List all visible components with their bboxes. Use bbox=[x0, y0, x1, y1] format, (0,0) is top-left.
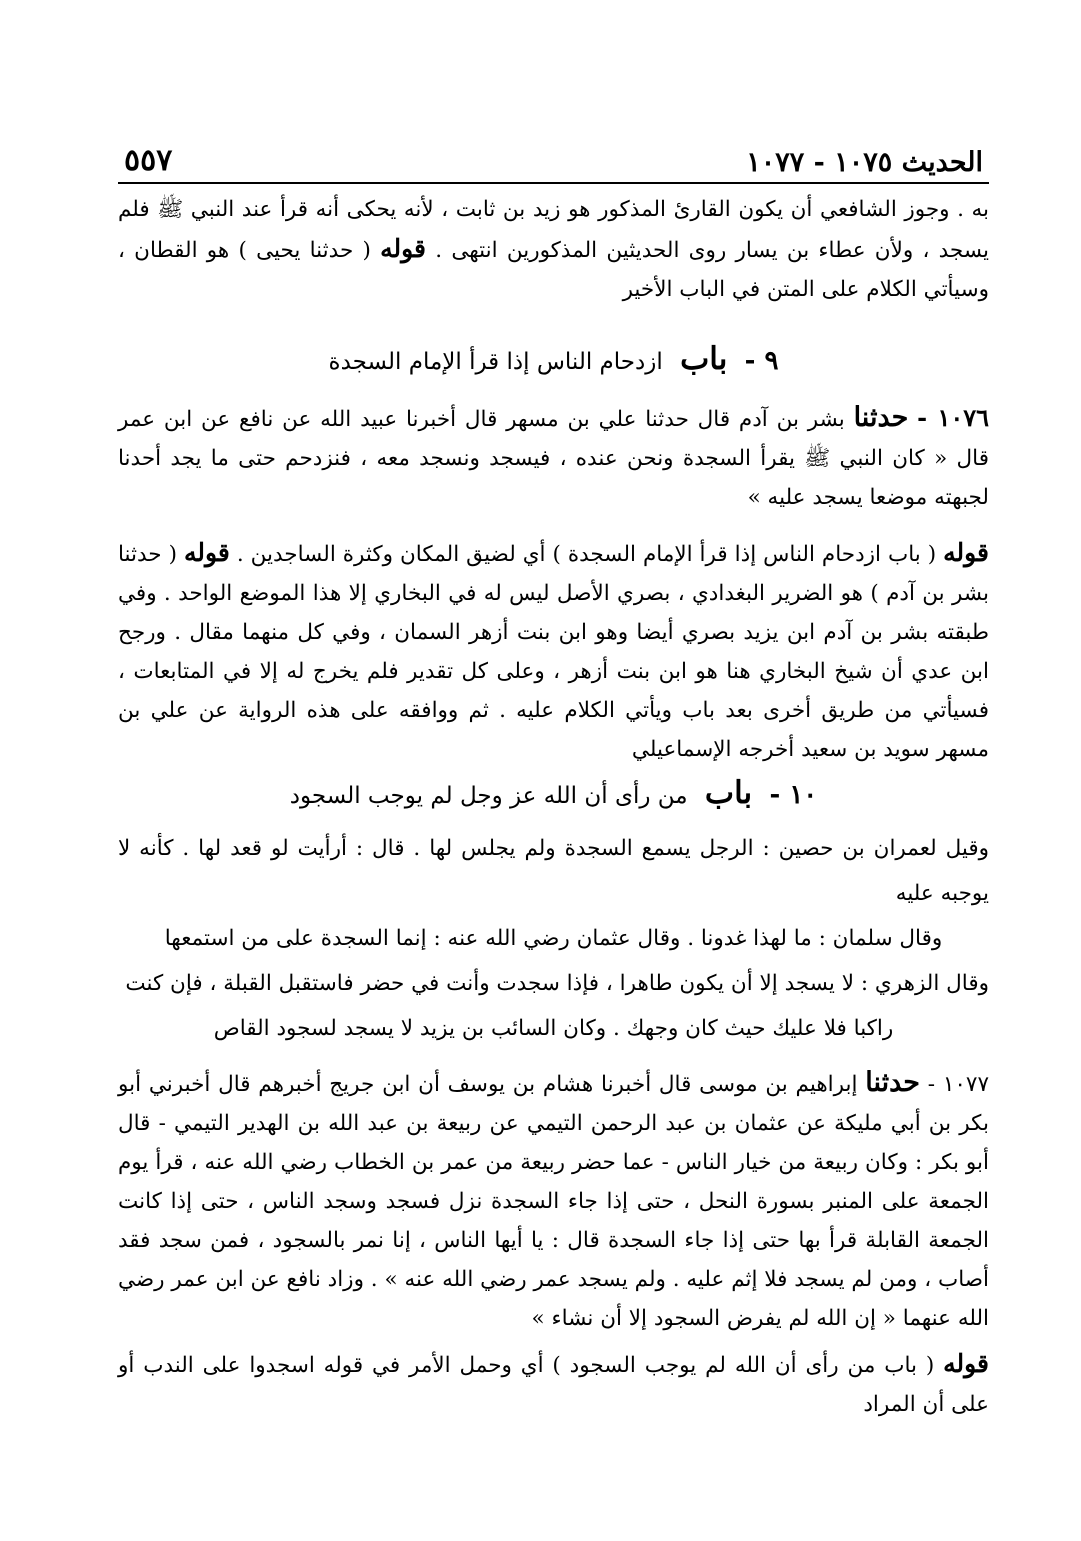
haddathana-word: حدثنا bbox=[865, 1067, 921, 1098]
bab-word: باب bbox=[680, 341, 728, 377]
commentary-part-1: ( باب ازدحام الناس إذا قرأ الإمام السجدة ) أي لضيق المكان وكثرة الساجدين . bbox=[236, 542, 937, 567]
qawluhu-keyword: قوله bbox=[380, 234, 426, 263]
running-title: الحديث ١٠٧٥ - ١٠٧٧ bbox=[746, 147, 983, 178]
hadith-1076 bbox=[118, 398, 989, 517]
bab-word: باب bbox=[704, 775, 753, 811]
hadith-matn: « كان النبي ﷺ يقرأ السجدة ونحن عنده ، فيسجد ونسجد معه ، فنزدحم حتى ما يجد أحدنا لجبهته موضعا يسجد عليه » bbox=[118, 446, 989, 510]
page-header bbox=[118, 128, 989, 184]
intro-paragraph bbox=[118, 190, 989, 309]
commentary-1076 bbox=[118, 533, 989, 769]
athar-line: وقال الزهري : لا يسجد إلا أن يكون طاهرا ، فإذا سجدت وأنت في حضر فاستقبل القبلة ، فإن كنت bbox=[125, 971, 989, 996]
intro-text: به . وجوز الشافعي أن يكون القارئ المذكور هو زيد بن ثابت ، لأنه يحكى أنه قرأ عند النبي ﷺ فلم يسجد ، ولأن عطاء بن يسار روى الحديثين المذكورين انتهى . bbox=[118, 197, 989, 263]
athar-block bbox=[118, 826, 989, 1051]
commentary-part-2: ( حدثنا بشر بن آدم ) هو الضرير البغدادي ، بصري الأصل ليس له في البخاري إلا هذا الموضع الواحد . وفي طبقته بشر بن آدم ابن يزيد بصري أيضا وهو ابن بنت أزهر السمان ، وفي كل منهما مقال . ورجح ابن عدي أن شيخ البخاري هنا هو ابن بنت أزهر ، وعلى كل تقدير فلم يخرج له إلا في المتابعات ، فسيأتي من طريق أخرى بعد باب ويأتي الكلام عليه . ثم ووافقه على هذه الرواية عن علي بن مسهر سويد بن سعيد أخرجه الإسماعيلي bbox=[118, 542, 989, 762]
page-number: ٥٥٧ bbox=[124, 143, 173, 178]
commentary-text: ( باب من رأى أن الله لم يوجب السجود ) أي وحمل الأمر في قوله اسجدوا على الندب أو على أن المراد bbox=[118, 1353, 989, 1417]
athar-line: وقال سلمان : ما لهذا غدونا . وقال عثمان رضي الله عنه : إنما السجدة على من استمعها bbox=[164, 926, 943, 951]
chapter-heading-10 bbox=[118, 771, 989, 818]
chapter-number: ١٠ - bbox=[769, 780, 818, 810]
chapter-heading-9 bbox=[118, 337, 989, 384]
hadith-1077 bbox=[118, 1063, 989, 1338]
hadith-number: ١٠٧٦ - bbox=[917, 403, 990, 432]
intro-text-2: ( حدثنا يحيى ) هو القطان ، وسيأتي الكلام على المتن في الباب الأخير bbox=[118, 238, 989, 302]
qawluhu-keyword: قوله bbox=[943, 538, 989, 567]
athar-line: وقيل لعمران بن حصين : الرجل يسمع السجدة ولم يجلس لها . قال : أرأيت لو قعد لها . كأنه لا يوجبه عليه bbox=[118, 836, 989, 906]
chapter-title: ازدحام الناس إذا قرأ الإمام السجدة bbox=[328, 349, 663, 375]
hadith-isnad: بشر بن آدم قال حدثنا علي بن مسهر قال أخبرنا عبيد الله عن نافع عن ابن عمر قال bbox=[118, 407, 989, 471]
hadith-number: ١٠٧٧ - bbox=[927, 1072, 990, 1097]
chapter-number: ٩ - bbox=[744, 346, 779, 376]
athar-line: راكبا فلا عليك حيث كان وجهك . وكان السائب بن يزيد لا يسجد لسجود القاص bbox=[213, 1016, 894, 1041]
qawluhu-keyword: قوله bbox=[183, 538, 230, 567]
hadith-text: إبراهيم بن موسى قال أخبرنا هشام بن يوسف أن ابن جريج أخبرهم قال أخبرني أبو بكر بن أبي مليكة عن عثمان بن عبد الرحمن التيمي عن ربيعة بن عبد الله بن الهدير التيمي - قال أبو بكر : وكان ربيعة من خيار الناس - عما حضر ربيعة من عمر بن الخطاب رضي الله عنه ، قرأ يوم الجمعة على المنبر بسورة النحل ، حتى إذا جاء السجدة نزل فسجد وسجد الناس ، حتى إذا كانت الجمعة القابلة قرأ بها حتى إذا جاء السجدة قال : يا أيها الناس ، إنا نمر بالسجود ، فمن سجد فقد أصاب ، ومن لم يسجد فلا إثم عليه . ولم يسجد عمر رضي الله عنه » . وزاد نافع عن ابن عمر رضي الله عنهما « إن الله لم يفرض السجود إلا أن نشاء » bbox=[118, 1072, 989, 1331]
haddathana-word: حدثنا bbox=[853, 402, 909, 433]
qawluhu-keyword: قوله bbox=[943, 1349, 989, 1378]
commentary-1077 bbox=[118, 1344, 989, 1424]
chapter-title: من رأى أن الله عز وجل لم يوجب السجود bbox=[289, 783, 688, 809]
